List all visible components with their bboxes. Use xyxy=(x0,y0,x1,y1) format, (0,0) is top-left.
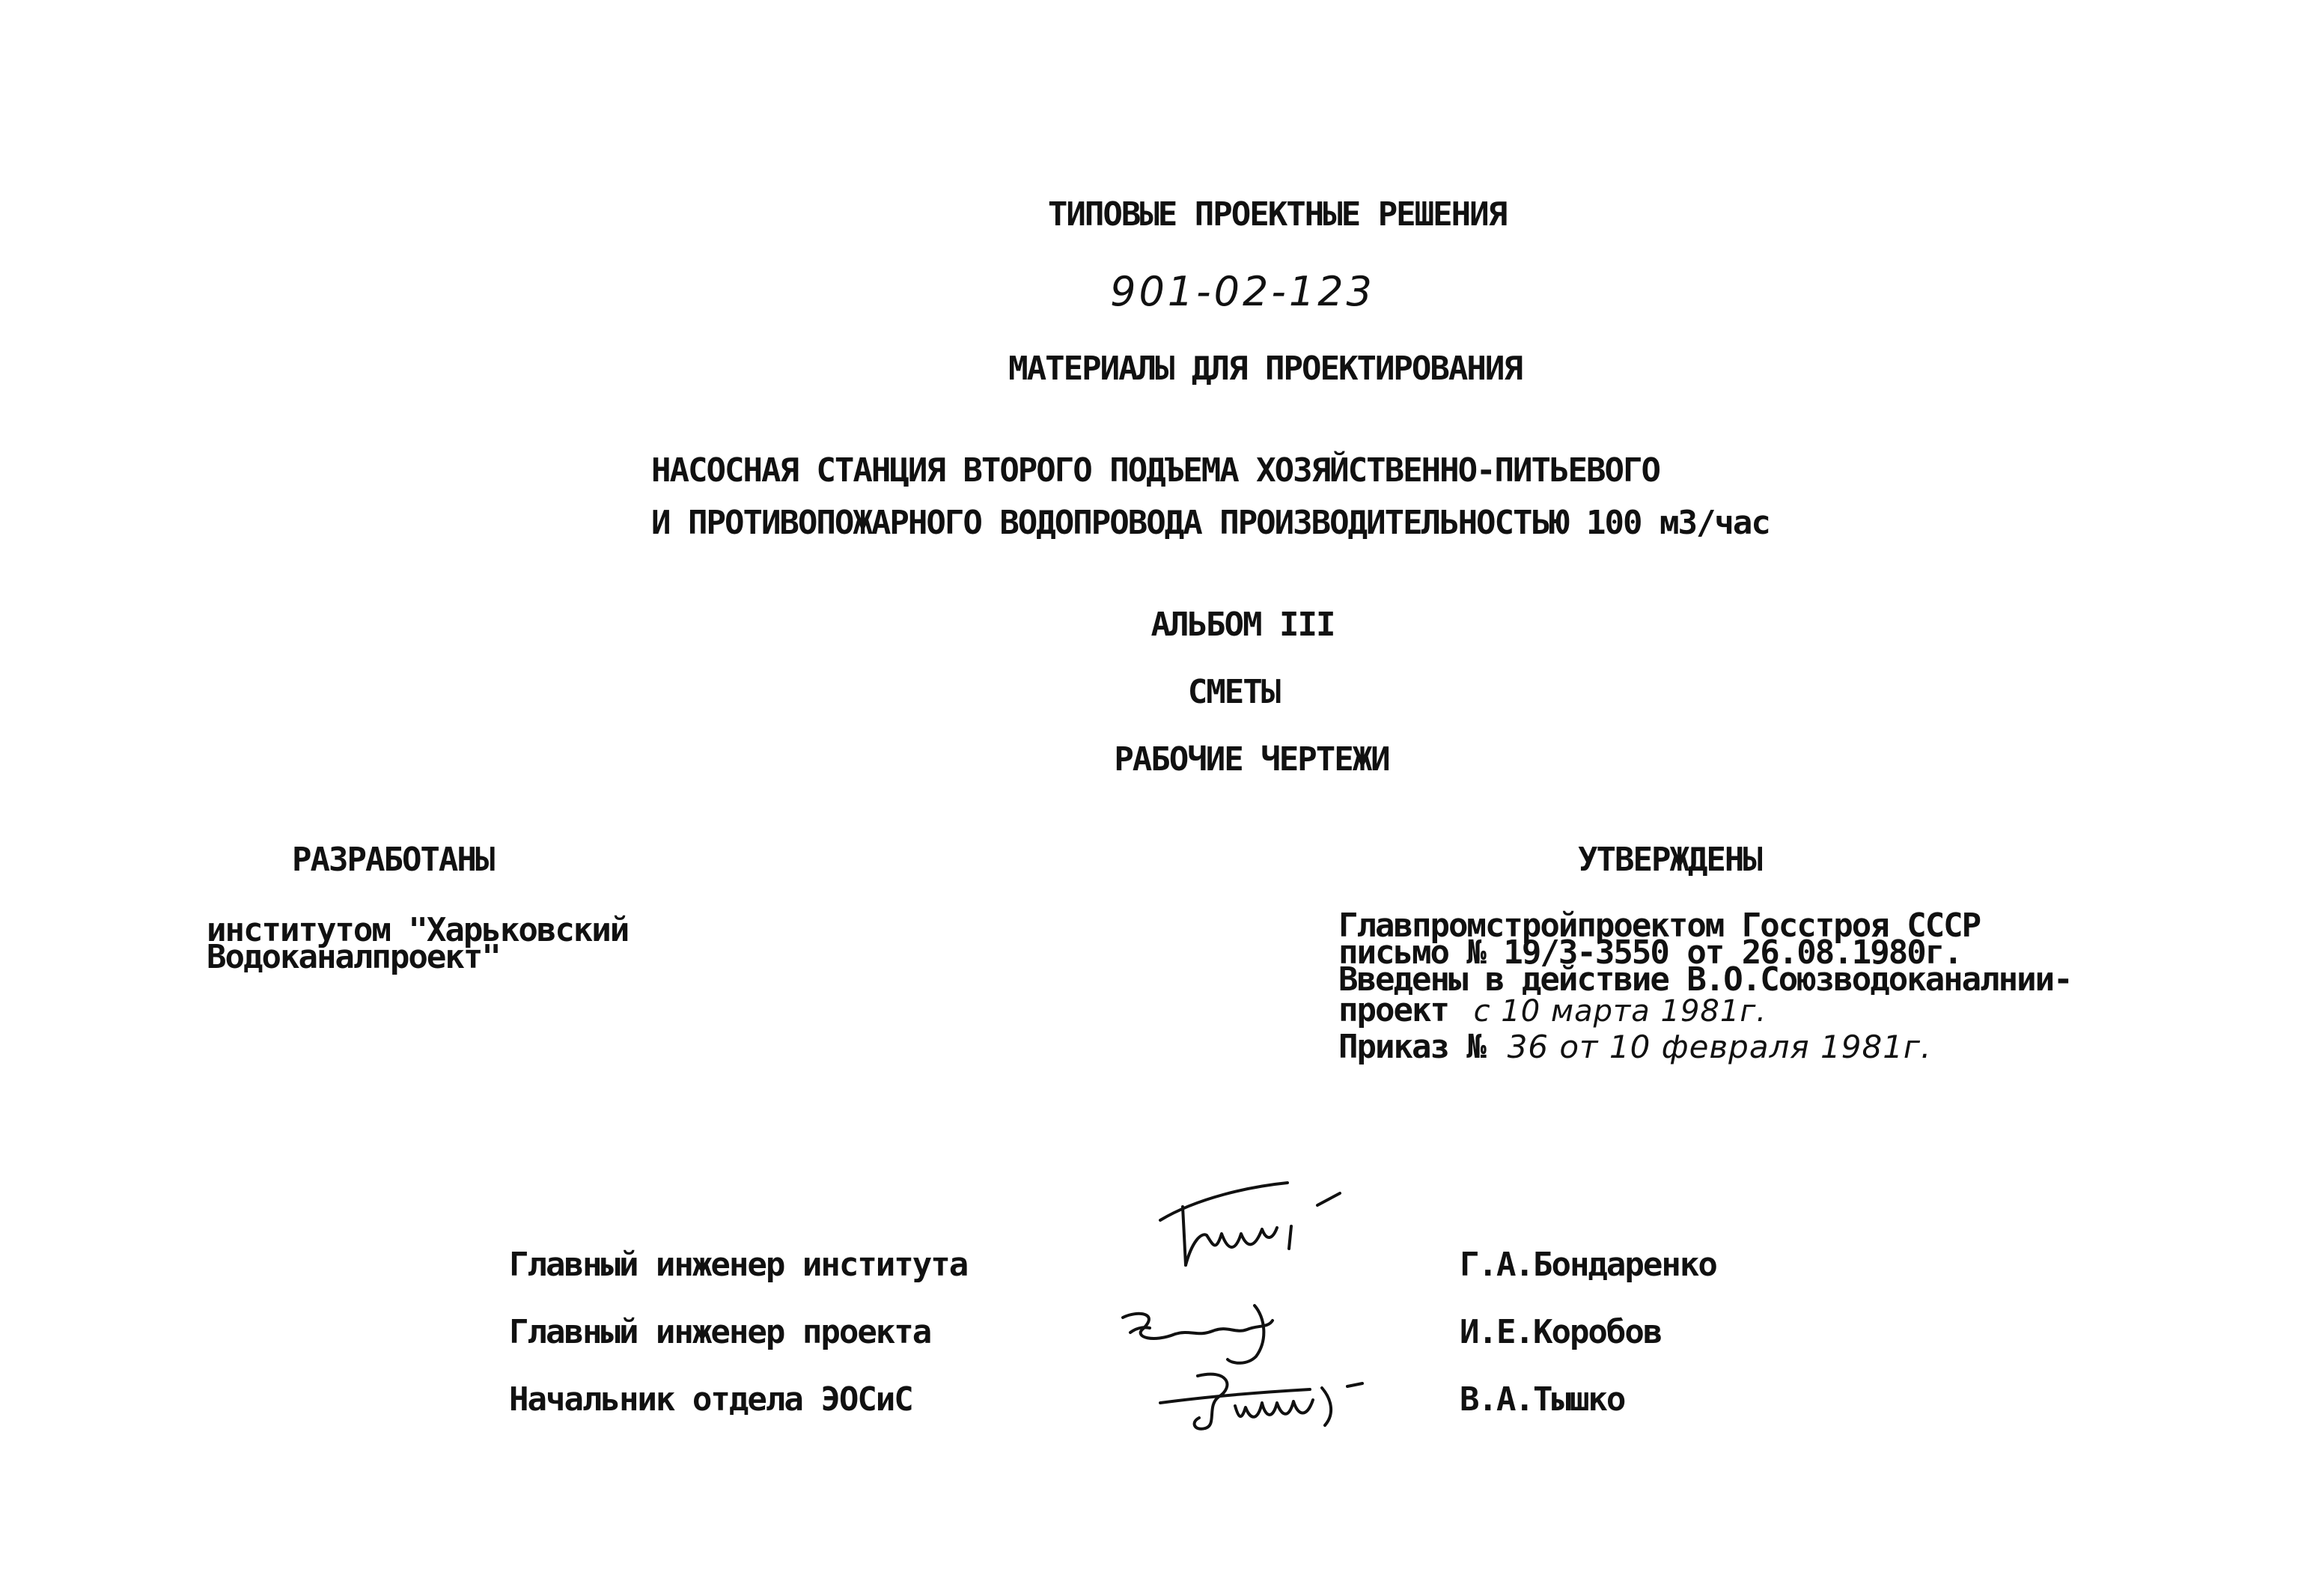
signature-position-2: Главный инженер проекта xyxy=(509,1313,931,1351)
approved-by-line-5-typed: Приказ № xyxy=(1338,1028,1485,1066)
album-content-drawings: РАБОЧИЕ ЧЕРТЕЖИ xyxy=(1114,740,1389,779)
developed-by-line-1: институтом "Харьковский xyxy=(207,911,629,949)
approved-by-line-4-handwritten: с 10 марта 1981г. xyxy=(1473,994,1767,1029)
signature-scribble-1 xyxy=(1138,1160,1362,1288)
series-title: ТИПОВЫЕ ПРОЕКТНЫЕ РЕШЕНИЯ xyxy=(1047,195,1507,234)
signature-name-3: В.А.Тышко xyxy=(1460,1380,1625,1419)
approved-by-line-4 xyxy=(1338,991,1767,1029)
series-number: 901-02-123 xyxy=(1110,268,1375,315)
signature-position-1: Главный инженер института xyxy=(509,1246,968,1284)
developed-by-line-2: Водоканалпроект" xyxy=(207,938,500,976)
approved-heading: УТВЕРЖДЕНЫ xyxy=(1578,841,1761,879)
signature-position-3: Начальник отдела ЭОСиС xyxy=(509,1380,912,1419)
album-content-estimates: СМЕТЫ xyxy=(1187,673,1280,711)
signature-scribble-3 xyxy=(1145,1353,1445,1443)
signature-name-2: И.Е.Коробов xyxy=(1460,1313,1662,1351)
album-number: АЛЬБОМ III xyxy=(1150,606,1335,644)
project-title-line-1: НАСОСНАЯ СТАНЦИЯ ВТОРОГО ПОДЪЕМА ХОЗЯЙСТВЕННО-ПИТЬЕВОГО xyxy=(651,451,1660,490)
approved-by-line-4-typed: проект xyxy=(1338,991,1448,1029)
document-subtitle: МАТЕРИАЛЫ ДЛЯ ПРОЕКТИРОВАНИЯ xyxy=(1008,350,1522,388)
signature-name-1: Г.А.Бондаренко xyxy=(1460,1246,1716,1284)
developed-heading: РАЗРАБОТАНЫ xyxy=(292,841,494,879)
approved-by-line-5 xyxy=(1338,1029,1931,1065)
approved-by-line-1: Главпромстройпроектом Госстроя СССР xyxy=(1338,907,1981,945)
approved-by-line-2: письмо № 19/3-3550 от 26.08.1980г. xyxy=(1338,933,1962,972)
approved-by-line-3: Введены в действие В.О.Союзводоканалнии- xyxy=(1338,960,2072,999)
approved-by-line-5-handwritten: 36 от 10 февраля 1981г. xyxy=(1507,1029,1932,1065)
project-title-line-2: И ПРОТИВОПОЖАРНОГО ВОДОПРОВОДА ПРОИЗВОДИТЕЛЬНОСТЬЮ 100 м3/час xyxy=(651,504,1770,542)
